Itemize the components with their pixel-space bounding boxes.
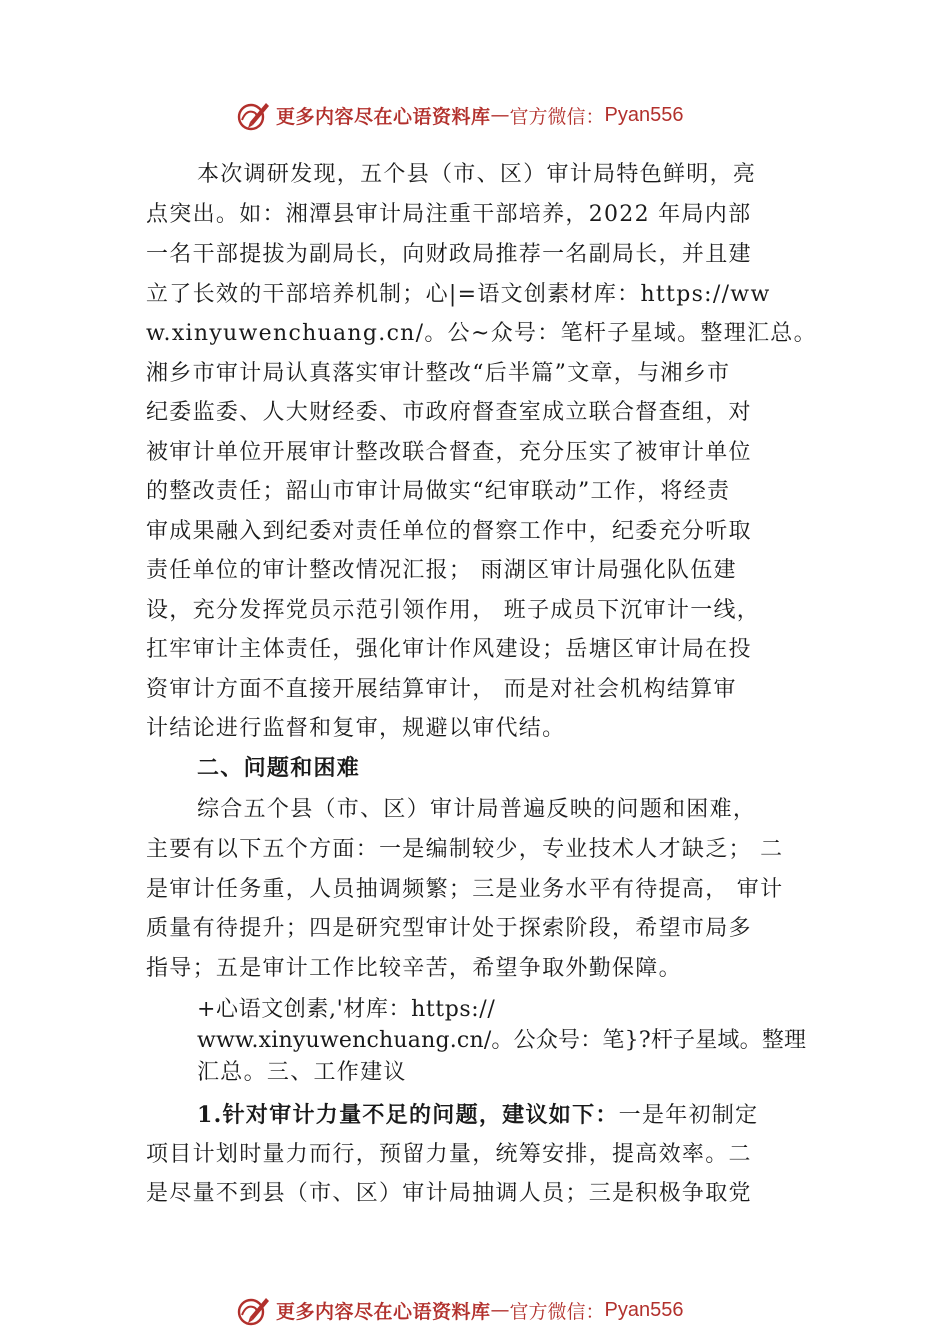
body-line: 汇总。三、工作建议 xyxy=(197,1060,407,1085)
banner-separator: — xyxy=(490,1299,510,1321)
body-line: 是审计任务重，人员抽调频繁；三是业务水平有待提高， 审计 xyxy=(146,877,784,902)
point1-bold-lead: 1.针对审计力量不足的问题，建议如下： xyxy=(197,1102,619,1128)
banner-main-text: 更多内容尽在心语资料库 xyxy=(276,1300,491,1323)
body-line: 本次调研发现，五个县（市、区）审计局特色鲜明，亮 xyxy=(197,162,757,187)
footer-watermark-banner xyxy=(236,1290,684,1330)
body-line: 综合五个县（市、区）审计局普遍反映的问题和困难， xyxy=(197,797,757,822)
body-line: 质量有待提升；四是研究型审计处于探索阶段，希望市局多 xyxy=(146,916,752,941)
body-line: 一名干部提拔为副局长，向财政局推荐一名副局长，并且建 xyxy=(146,242,752,267)
body-line: 主要有以下五个方面：一是编制较少，专业技术人才缺乏； 二 xyxy=(146,837,784,862)
banner-wechat-id: Pyan556 xyxy=(604,103,684,126)
banner-wechat-label: 官方微信： xyxy=(509,1300,605,1323)
body-line: w.xinyuwenchuang.cn/。公~众号：笔杆子星域。整理汇总。 xyxy=(146,321,817,346)
body-line: 湘乡市审计局认真落实审计整改“后半篇”文章，与湘乡市 xyxy=(146,361,731,386)
banner-wechat-id: Pyan556 xyxy=(604,1298,684,1321)
pen-logo-icon xyxy=(236,98,270,132)
point1-rest: 一是年初制定 xyxy=(618,1103,759,1128)
header-watermark-banner xyxy=(236,95,684,135)
body-line: 责任单位的审计整改情况汇报； 雨湖区审计局强化队伍建 xyxy=(146,558,737,583)
body-line: 指导；五是审计工作比较辛苦，希望争取外勤保障。 xyxy=(146,956,682,981)
body-line: 计结论进行监督和复审，规避以审代结。 xyxy=(146,716,566,741)
banner-separator: — xyxy=(490,104,510,126)
body-line: 是尽量不到县（市、区）审计局抽调人员；三是积极争取党 xyxy=(146,1181,752,1206)
body-line: 立了长效的干部培养机制；心|=语文创素材库：https://ww xyxy=(146,282,771,307)
body-line-point1 xyxy=(197,1100,758,1131)
body-line: 的整改责任；韶山市审计局做实“纪审联动”工作，将经责 xyxy=(146,479,731,504)
body-line: +心语文创素,'材库：https:// xyxy=(197,997,496,1022)
banner-main-text: 更多内容尽在心语资料库 xyxy=(276,105,491,128)
body-line: 资审计方面不直接开展结算审计， 而是对社会机构结算审 xyxy=(146,677,737,702)
body-line: www.xinyuwenchuang.cn/。公众号：笔}?杆子星域。整理 xyxy=(197,1028,807,1053)
body-line: 纪委监委、人大财经委、市政府督查室成立联合督查组，对 xyxy=(146,400,752,425)
body-line: 扛牢审计主体责任，强化审计作风建设；岳塘区审计局在投 xyxy=(146,637,752,662)
body-line: 设，充分发挥党员示范引领作用， 班子成员下沉审计一线， xyxy=(146,598,761,623)
section-heading: 二、问题和困难 xyxy=(197,755,361,781)
pen-logo-icon xyxy=(236,1293,270,1327)
body-line: 审成果融入到纪委对责任单位的督察工作中，纪委充分听取 xyxy=(146,519,752,544)
body-line: 点突出。如：湘潭县审计局注重干部培养，2022 年局内部 xyxy=(146,202,752,227)
banner-wechat-label: 官方微信： xyxy=(509,105,605,128)
body-line: 项目计划时量力而行，预留力量，统筹安排，提高效率。二 xyxy=(146,1142,752,1167)
body-line: 被审计单位开展审计整改联合督查，充分压实了被审计单位 xyxy=(146,440,752,465)
